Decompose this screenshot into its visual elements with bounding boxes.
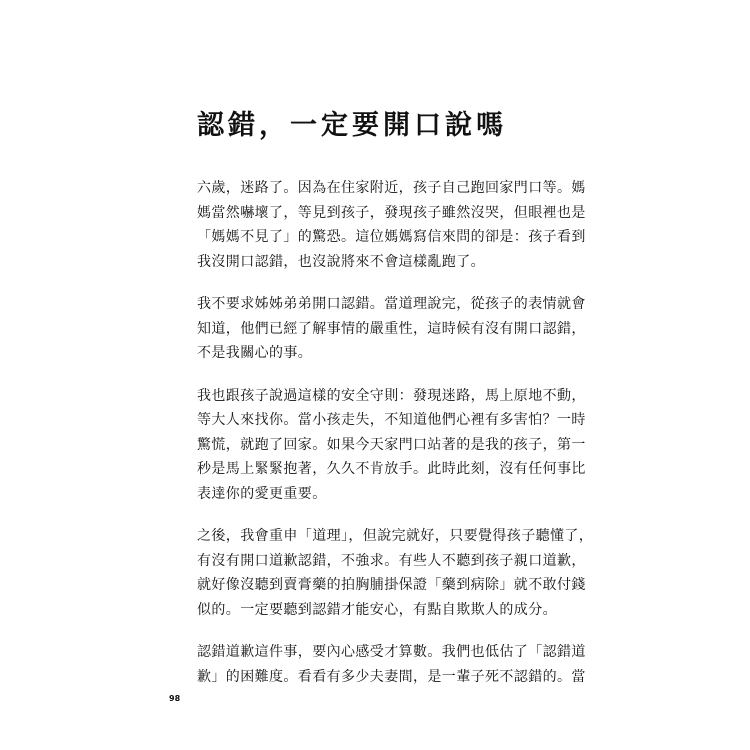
text-line: 我不要求姊姊弟弟開口認錯。當道理說完，從孩子的表情就會: [197, 296, 586, 312]
page-number: 98: [169, 694, 181, 703]
paragraph-2: [197, 292, 586, 366]
paragraph-5: [197, 640, 586, 689]
text-line: 六歲，迷路了。因為在住家附近，孩子自己跑回家門口等。媽: [197, 180, 586, 196]
text-line: 我也跟孩子說過這樣的安全守則：發現迷路，馬上原地不動，: [197, 387, 586, 404]
text-line: 「媽媽不見了」的驚恐。這位媽媽寫信來問的卻是：孩子看到: [197, 229, 586, 245]
text-line: 等大人來找你。當小孩走失，不知道他們心裡有多害怕？一時: [197, 412, 586, 428]
body-text: [197, 176, 594, 707]
text-line: 我沒開口認錯，也沒說將來不會這樣亂跑了。: [197, 253, 485, 270]
text-line: 驚慌，就跑了回家。如果今天家門口站著的是我的孩子，第一: [197, 436, 586, 453]
text-line: 不是我關心的事。: [197, 345, 313, 361]
text-line: 表達你的愛更重要。: [197, 485, 327, 502]
text-line: 之後，我會重申「道理」，但說完就好，只要覺得孩子聽懂了，: [197, 528, 594, 544]
text-line: 媽當然嚇壞了，等見到孩子，發現孩子雖然沒哭，但眼裡也是: [197, 204, 586, 221]
text-line: 歉」的困難度。看看有多少夫妻間，是一輩子死不認錯的。當: [197, 668, 586, 685]
paragraph-3: [197, 384, 586, 507]
text-line: 知道，他們已經了解事情的嚴重性，這時候有沒有開口認錯，: [197, 320, 586, 337]
text-line: 認錯道歉這件事，要內心感受才算數。我們也低估了「認錯道: [197, 644, 586, 660]
paragraph-1: [197, 176, 586, 274]
text-line: 秒是馬上緊緊抱著，久久不肯放手。此時此刻，沒有任何事比: [197, 461, 586, 477]
text-line: 似的。一定要聽到認錯才能安心，有點自欺欺人的成分。: [197, 601, 557, 618]
text-line: 有沒有開口道歉認錯，不強求。有些人不聽到孩子親口道歉，: [197, 552, 586, 569]
paragraph-4: [197, 524, 594, 622]
chapter-title: 認錯，一定要開口說嗎: [197, 110, 507, 141]
text-line: 就好像沒聽到賣膏藥的拍胸脯掛保證「藥到病除」就不敢付錢: [197, 577, 586, 593]
